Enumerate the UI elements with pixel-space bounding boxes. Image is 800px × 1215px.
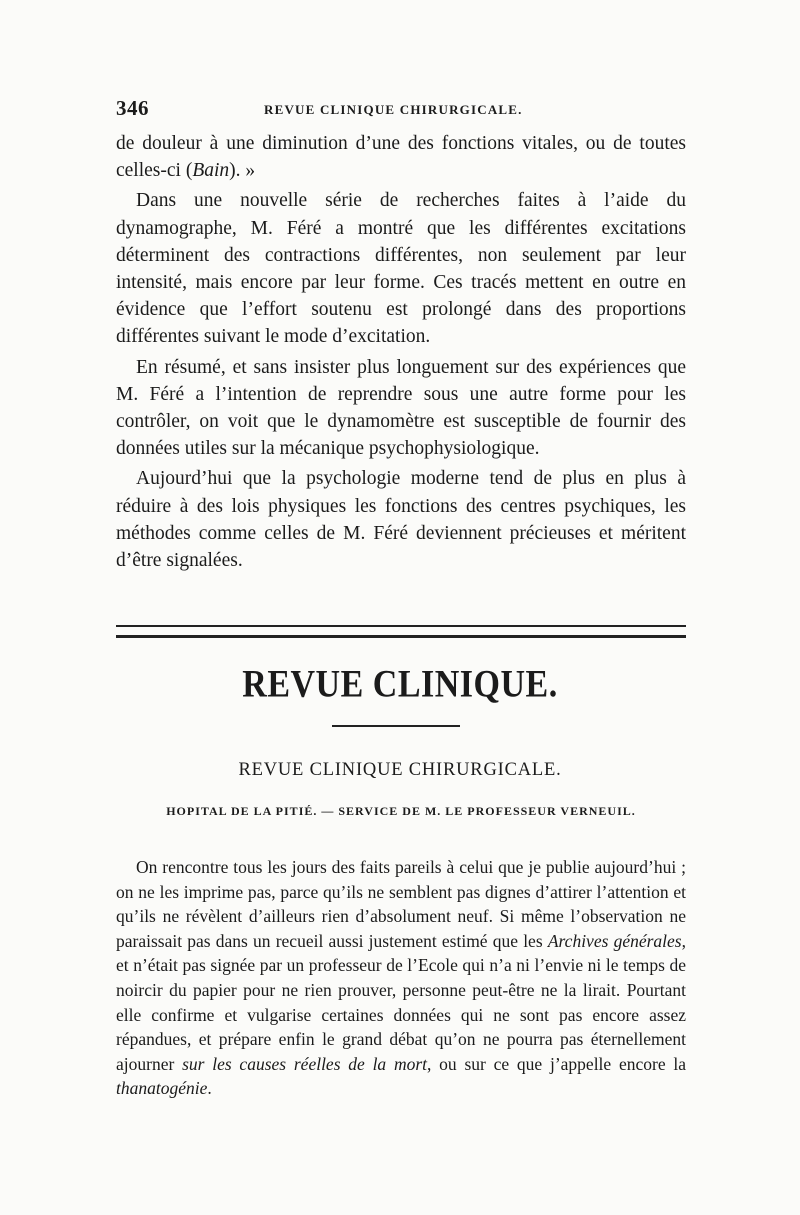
clinical-text-block — [116, 855, 686, 1101]
italic-author: Bain — [192, 160, 230, 182]
paragraph-dynamographe: Dans une nouvelle série de recherches faites à l’aide du dynamographe, M. Féré a montré que les différentes excitations déterminent des contractions différentes, non seulement par leur intensité, mais encore par leur forme. Ces tracés mettent en outre en évidence que l’effort soutenu est prolongé dans des proportions différentes suivant le mode d’excitation. — [116, 190, 686, 348]
paragraph-resume: En résumé, et sans insister plus longuement sur des expériences que M. Féré a l’intention de reprendre sous une autre forme pour les contrôler, on voit que le dynamomètre est susceptible de fournir des données utiles sur la mécanique psychophysiologique. — [116, 356, 686, 460]
double-rule-divider — [116, 625, 686, 638]
paragraph-psychologie: Aujourd’hui que la psychologie moderne tend de plus en plus à réduire à des lois physiques les fonctions des centres psychiques, les méthodes comme celles de M. Féré deviennent précieuses et méritent d’être signalées. — [116, 468, 686, 572]
subsection-title: REVUE CLINIQUE CHIRURGICALE. — [238, 760, 562, 780]
italic-thanatogenie: thanatogénie — [116, 1078, 208, 1099]
paragraph-clinical: On rencontre tous les jours des faits pareils à celui que je publie aujourd’hui ; on ne les imprime pas, parce qu’ils ne semblent pas dignes d’attirer l’attention et qu’ils ne révèlent d’ailleurs rien d’absolument neuf. Si même l’observation ne paraissait pas dans un recueil aussi justement estimé que les Archives générales, et n’était pas signée par un professeur de l’Ecole qui n’a ni l’envie ni le temps de noircir du papier pour ne rien prouver, personne peut-être ne la lirait. Pourtant elle confirme et vulgarise certaines données qui ne sont pas encore assez répandues, et prépare enfin le grand débat qu’on ne pourra pas éternellement ajourner sur les causes réelles de la mort, ou sur ce que j’appelle encore la thanatogénie. — [116, 857, 686, 1099]
top-text-block — [116, 130, 686, 574]
hospital-service-line: HOPITAL DE LA PITIÉ. — SERVICE DE M. LE PROFESSEUR VERNEUIL. — [166, 804, 636, 818]
page-header — [116, 96, 686, 126]
section-title: REVUE CLINIQUE. — [242, 663, 558, 706]
short-rule — [332, 725, 460, 727]
page-number: 346 — [116, 96, 149, 120]
running-title: REVUE CLINIQUE CHIRURGICALE. — [264, 102, 523, 117]
italic-journal: Archives générales — [547, 930, 682, 951]
italic-causes: sur les causes réelles de la mort — [182, 1053, 428, 1074]
paragraph-continuation: de douleur à une diminution d’une des fonctions vitales, ou de toutes celles-ci (Bain). » — [116, 133, 686, 182]
